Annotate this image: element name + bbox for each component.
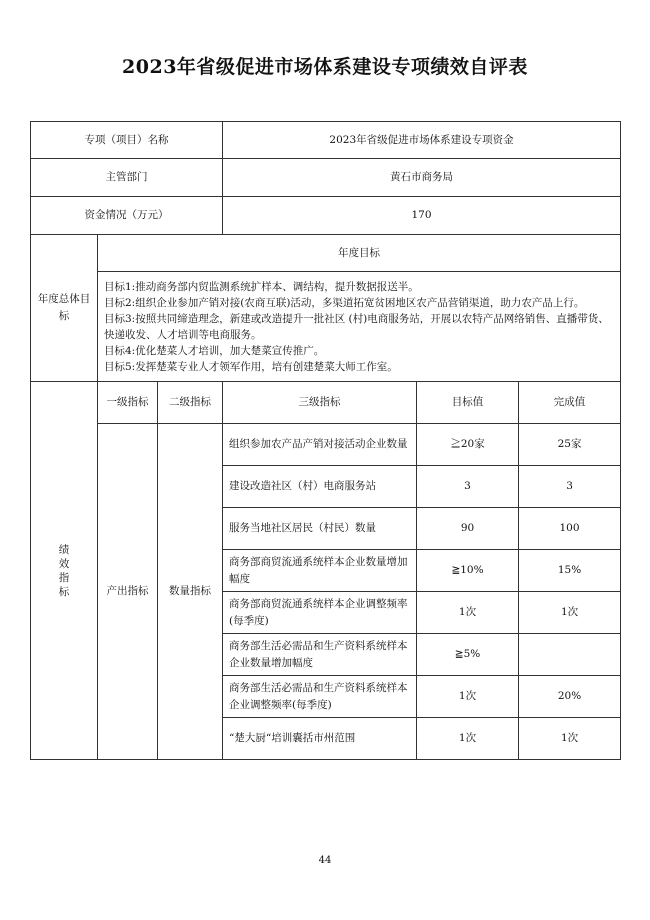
fund-value: 170 bbox=[223, 197, 621, 235]
goal-5: 目标5:发挥楚菜专业人才领军作用，培有创建楚菜大师工作室。 bbox=[104, 360, 398, 373]
header-level1: 一级指标 bbox=[98, 382, 158, 424]
indicator-actual: 25家 bbox=[519, 424, 621, 466]
goal-2: 目标2:组织企业参加产销对接(农商互联)活动，多渠道拓宽贫困地区农产品营销渠道，助力农产品上行。 bbox=[104, 296, 585, 309]
indicator-actual: 100 bbox=[519, 508, 621, 550]
indicator-target: 90 bbox=[417, 508, 519, 550]
indicator-target: 3 bbox=[417, 466, 519, 508]
header-target: 目标值 bbox=[417, 382, 519, 424]
annual-goals bbox=[98, 272, 621, 382]
goal-4: 目标4:优化楚菜人才培训，加大楚菜宣传推广。 bbox=[104, 344, 325, 357]
evaluation-table bbox=[30, 121, 620, 760]
perf-header-row bbox=[31, 382, 621, 424]
indicator-actual: 15% bbox=[519, 550, 621, 592]
perf-label: 绩效指标 bbox=[58, 543, 70, 598]
dept-row bbox=[31, 159, 621, 197]
indicator-name: 商务部生活必需品和生产资料系统样本企业调整频率(每季度) bbox=[223, 676, 417, 718]
indicator-target: 1次 bbox=[417, 676, 519, 718]
indicator-target: ≧20家 bbox=[417, 424, 519, 466]
header-level2: 二级指标 bbox=[158, 382, 223, 424]
indicator-target: ≧10% bbox=[417, 550, 519, 592]
level2-cell: 数量指标 bbox=[158, 424, 223, 760]
indicator-actual bbox=[519, 634, 621, 676]
header-actual: 完成值 bbox=[519, 382, 621, 424]
project-value: 2023年省级促进市场体系建设专项资金 bbox=[223, 122, 621, 159]
indicator-name: 商务部商贸流通系统样本企业数量增加幅度 bbox=[223, 550, 417, 592]
fund-row bbox=[31, 197, 621, 235]
indicator-actual: 1次 bbox=[519, 592, 621, 634]
annual-label: 年度总体目标 bbox=[31, 235, 98, 382]
goal-3: 目标3:按照共同缔造理念，新建或改造提升一批社区 (村)电商服务站，开展以农特产品网络销售、直播带货、快递收发、人才培训等电商服务。 bbox=[104, 312, 609, 341]
annual-header: 年度目标 bbox=[98, 235, 621, 272]
dept-value: 黄石市商务局 bbox=[223, 159, 621, 197]
indicator-name: 建设改造社区（村）电商服务站 bbox=[223, 466, 417, 508]
level1-cell: 产出指标 bbox=[98, 424, 158, 760]
project-row bbox=[31, 122, 621, 159]
project-label: 专项（项目）名称 bbox=[31, 122, 223, 159]
fund-label: 资金情况（万元） bbox=[31, 197, 223, 235]
indicator-actual: 1次 bbox=[519, 718, 621, 760]
annual-header-row bbox=[31, 235, 621, 272]
indicator-name: “楚大厨“培训囊括市州范围 bbox=[223, 718, 417, 760]
dept-label: 主管部门 bbox=[31, 159, 223, 197]
page-number: 44 bbox=[318, 855, 332, 866]
indicator-name: 商务部商贸流通系统样本企业调整频率(每季度) bbox=[223, 592, 417, 634]
table-row bbox=[31, 424, 621, 466]
indicator-actual: 3 bbox=[519, 466, 621, 508]
indicator-name: 商务部生活必需品和生产资料系统样本企业数量增加幅度 bbox=[223, 634, 417, 676]
header-level3: 三级指标 bbox=[223, 382, 417, 424]
indicator-name: 服务当地社区居民（村民）数量 bbox=[223, 508, 417, 550]
indicator-name: 组织参加农产品产销对接活动企业数量 bbox=[223, 424, 417, 466]
indicator-target: ≧5% bbox=[417, 634, 519, 676]
document-title: 2023年省级促进市场体系建设专项绩效自评表 bbox=[122, 56, 528, 78]
goal-1: 目标1:推动商务部内贸监测系统扩样本、调结构，提升数据报送半。 bbox=[104, 280, 419, 293]
indicator-target: 1次 bbox=[417, 592, 519, 634]
annual-goals-row bbox=[31, 272, 621, 382]
perf-label-cell bbox=[31, 382, 98, 760]
indicator-target: 1次 bbox=[417, 718, 519, 760]
indicator-actual: 20% bbox=[519, 676, 621, 718]
